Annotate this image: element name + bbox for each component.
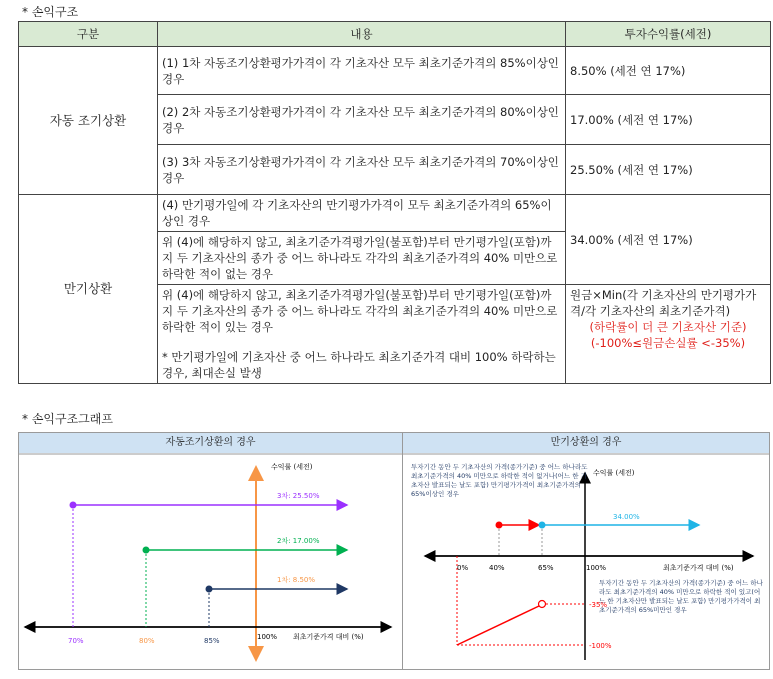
- content-early-1: (1) 1차 자동조기상환평가가격이 각 기초자산 모두 최초기준가격의 85%이상인 경우: [158, 47, 566, 95]
- left-x-label: 최초기준가격 대비 (%): [293, 633, 364, 641]
- payoff-graph-panel: [18, 432, 770, 670]
- tick-100: 100%: [586, 564, 607, 572]
- category-early-redemption: 자동 조기상환: [19, 47, 158, 195]
- content-early-3: (3) 3차 자동조기상환평가가격이 각 기초자산 모두 최초기준가격의 70%이상인 경우: [158, 145, 566, 195]
- rate-early-3: 25.50% (세전 연 17%): [566, 145, 771, 195]
- rate-note-red-1: (하락률이 더 큰 기초자산 기준): [589, 320, 747, 334]
- tick-85: 85%: [204, 637, 220, 645]
- right-y-label: 수익률 (세전): [593, 469, 635, 477]
- payoff-table: [18, 21, 771, 384]
- label-2nd: 2차: 17.00%: [277, 537, 320, 545]
- upper-value: 34.00%: [613, 513, 640, 521]
- rate-maturity-6: [566, 285, 771, 384]
- content-maturity-6-text: 위 (4)에 해당하지 않고, 최초기준가격평가일(불포함)부터 만기평가일(포함)까지 두 기초자산의 종가 중 어느 하나라도 각각의 최초기준가격의 40% 미만으로 하락한 적이 있는 경우: [162, 288, 558, 334]
- line-2nd: [139, 536, 347, 645]
- header-category: 구분: [19, 22, 158, 47]
- content-early-2: (2) 2차 자동조기상환평가가격이 각 기초자산 모두 최초기준가격의 80%이상인 경우: [158, 95, 566, 145]
- content-maturity-5: 위 (4)에 해당하지 않고, 최초기준가격평가일(불포함)부터 만기평가일(포함)까지 두 기초자산의 종가 중 어느 하나라도 각각의 최초기준가격의 40% 미만으로 하락한 적이 없는 경우: [158, 232, 566, 285]
- right-x-label: 최초기준가격 대비 (%): [663, 564, 734, 572]
- tick-0: 0%: [457, 564, 469, 572]
- line-3rd: [68, 491, 347, 645]
- rate-note-red-2: (-100%≤원금손실률 <-35%): [590, 336, 746, 350]
- label-1st: 1차: 8.50%: [277, 576, 316, 584]
- section-title-graph: * 손익구조그래프: [22, 412, 113, 426]
- left-y-label: 수익률 (세전): [271, 463, 313, 471]
- lower-bottom: -100%: [589, 642, 612, 650]
- rate-early-1: 8.50% (세전 연 17%): [566, 47, 771, 95]
- tick-80: 80%: [139, 637, 155, 645]
- tick-65: 65%: [538, 564, 554, 572]
- lower-top: -35%: [589, 601, 608, 609]
- rate-early-2: 17.00% (세전 연 17%): [566, 95, 771, 145]
- rate-maturity-45: 34.00% (세전 연 17%): [566, 195, 771, 285]
- header-rate: 투자수익률(세전): [566, 22, 771, 47]
- graph-left-title: 자동조기상환의 경우: [19, 433, 403, 455]
- section-title-structure: * 손익구조: [22, 5, 79, 19]
- note-bottom: 투자기간 동안 두 기초자산의 가격(종가기준) 중 어느 하나라도 최초기준가격의 40% 미만으로 하락한 적이 있고(어느 한 기초자산만 발표되는 날도 포함) 만기평가가격이 최초기준가격의 65%미만인 경우: [599, 579, 763, 614]
- tick-40: 40%: [489, 564, 505, 572]
- max-loss-note: * 만기평가일에 기초자산 중 어느 하나라도 최초기준가격 대비 100% 하락하는 경우, 최대손실 발생: [162, 350, 556, 380]
- left-x-100: 100%: [257, 633, 278, 641]
- content-maturity-6: [158, 285, 566, 384]
- graph-right-title: 만기상환의 경우: [403, 433, 769, 455]
- tick-70: 70%: [68, 637, 84, 645]
- content-maturity-4: (4) 만기평가일에 각 기초자산의 만기평가가격이 모두 최초기준가격의 65%이상인 경우: [158, 195, 566, 232]
- rate-formula: 원금×Min(각 기초자산의 만기평가가격/각 기초자산의 최초기준가격): [570, 288, 757, 318]
- note-top: 투자기간 동안 두 기초자산의 가격(종가기준) 중 어느 하나라도 최초기준가격의 40% 미만으로 하락한 적이 없거나(어느 한 기초자산 발표되는 날도 포함) 만기평가가격이 최초기준가격의 65%이상인 경우: [411, 463, 588, 498]
- graph-left-svg: [19, 455, 402, 667]
- header-content: 내용: [158, 22, 566, 47]
- category-maturity: 만기상환: [19, 195, 158, 384]
- label-3rd: 3차: 25.50%: [277, 492, 320, 500]
- lower-loss-line: [457, 606, 539, 645]
